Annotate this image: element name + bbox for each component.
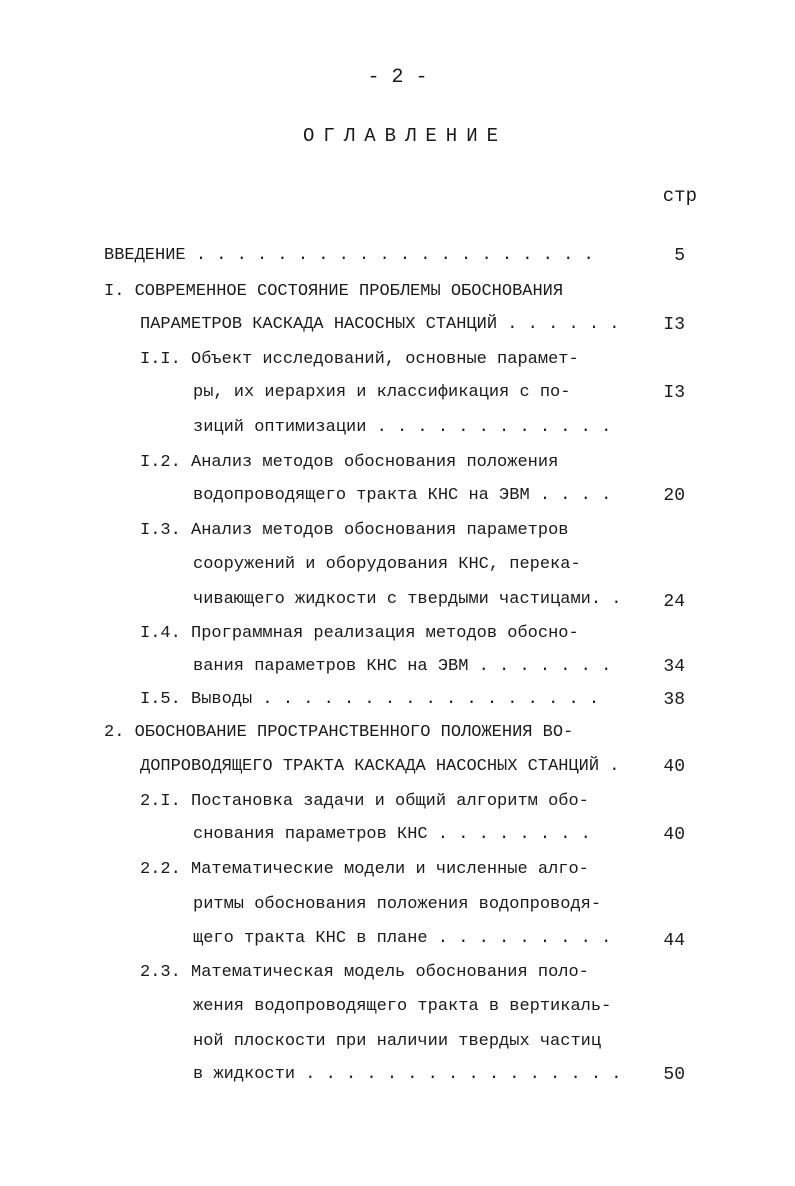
toc-line: I. СОВРЕМЕННОЕ СОСТОЯНИЕ ПРОБЛЕМЫ ОБОСНОВАНИЯ [104,282,564,301]
toc-line: водопроводящего тракта КНС на ЭВМ . . . . [193,486,612,505]
toc-line: щего тракта КНС в плане . . . . . . . . . [193,929,612,948]
toc-page: 24 [663,592,685,612]
toc-page: 5 [674,246,685,266]
toc-line: вания параметров КНС на ЭВМ . . . . . . . [193,657,612,676]
toc-line: I.5. Выводы . . . . . . . . . . . . . . . . . [140,690,600,709]
toc-page: 38 [663,690,685,710]
toc-line: ПАРАМЕТРОВ КАСКАДА НАСОСНЫХ СТАНЦИЙ . . . . . . [140,315,620,334]
toc-line: I.3. Анализ методов обоснования параметров [140,521,569,540]
toc-page: 50 [663,1065,685,1085]
toc-page: 40 [663,825,685,845]
toc-line: ДОПРОВОДЯЩЕГО ТРАКТА КАСКАДА НАСОСНЫХ СТАНЦИЙ . [140,757,620,776]
toc-page: 20 [663,486,685,506]
toc-line: 2. ОБОСНОВАНИЕ ПРОСТРАНСТВЕННОГО ПОЛОЖЕНИЯ ВО- [104,723,574,742]
toc-line: снования параметров КНС . . . . . . . . [193,825,591,844]
toc-page: I3 [663,315,685,335]
toc-line: жения водопроводящего тракта в вертикаль- [193,997,612,1016]
toc-line: 2.3. Математическая модель обоснования поло- [140,963,589,982]
toc-line: I.2. Анализ методов обоснования положения [140,453,559,472]
toc-line: I.4. Программная реализация методов обосно- [140,624,579,643]
toc-line: зиций оптимизации . . . . . . . . . . . . [193,418,612,437]
toc-line: в жидкости . . . . . . . . . . . . . . . . [193,1065,622,1084]
toc-line: ВВЕДЕНИЕ . . . . . . . . . . . . . . . . . . . . [104,246,594,265]
toc-line: ной плоскости при наличии твердых частиц [193,1032,602,1051]
page-number: - 2 - [367,66,428,89]
toc-line: 2.I. Постановка задачи и общий алгоритм обо- [140,792,589,811]
toc-line: 2.2. Математические модели и численные алго- [140,860,589,879]
toc-line: ритмы обоснования положения водопроводя- [193,895,602,914]
toc-line: ры, их иерархия и классификация с по- [193,383,571,402]
toc-page: 34 [663,657,685,677]
toc-line: чивающего жидкости с твердыми частицами. . [193,590,622,609]
page-column-header: стр [662,185,697,207]
toc-line: сооружений и оборудования КНС, перека- [193,555,581,574]
page-title: ОГЛАВЛЕНИЕ [302,125,508,147]
toc-page: I3 [663,383,685,403]
toc-line: I.I. Объект исследований, основные парамет- [140,350,579,369]
toc-page: 44 [663,931,685,951]
toc-page: 40 [663,757,685,777]
